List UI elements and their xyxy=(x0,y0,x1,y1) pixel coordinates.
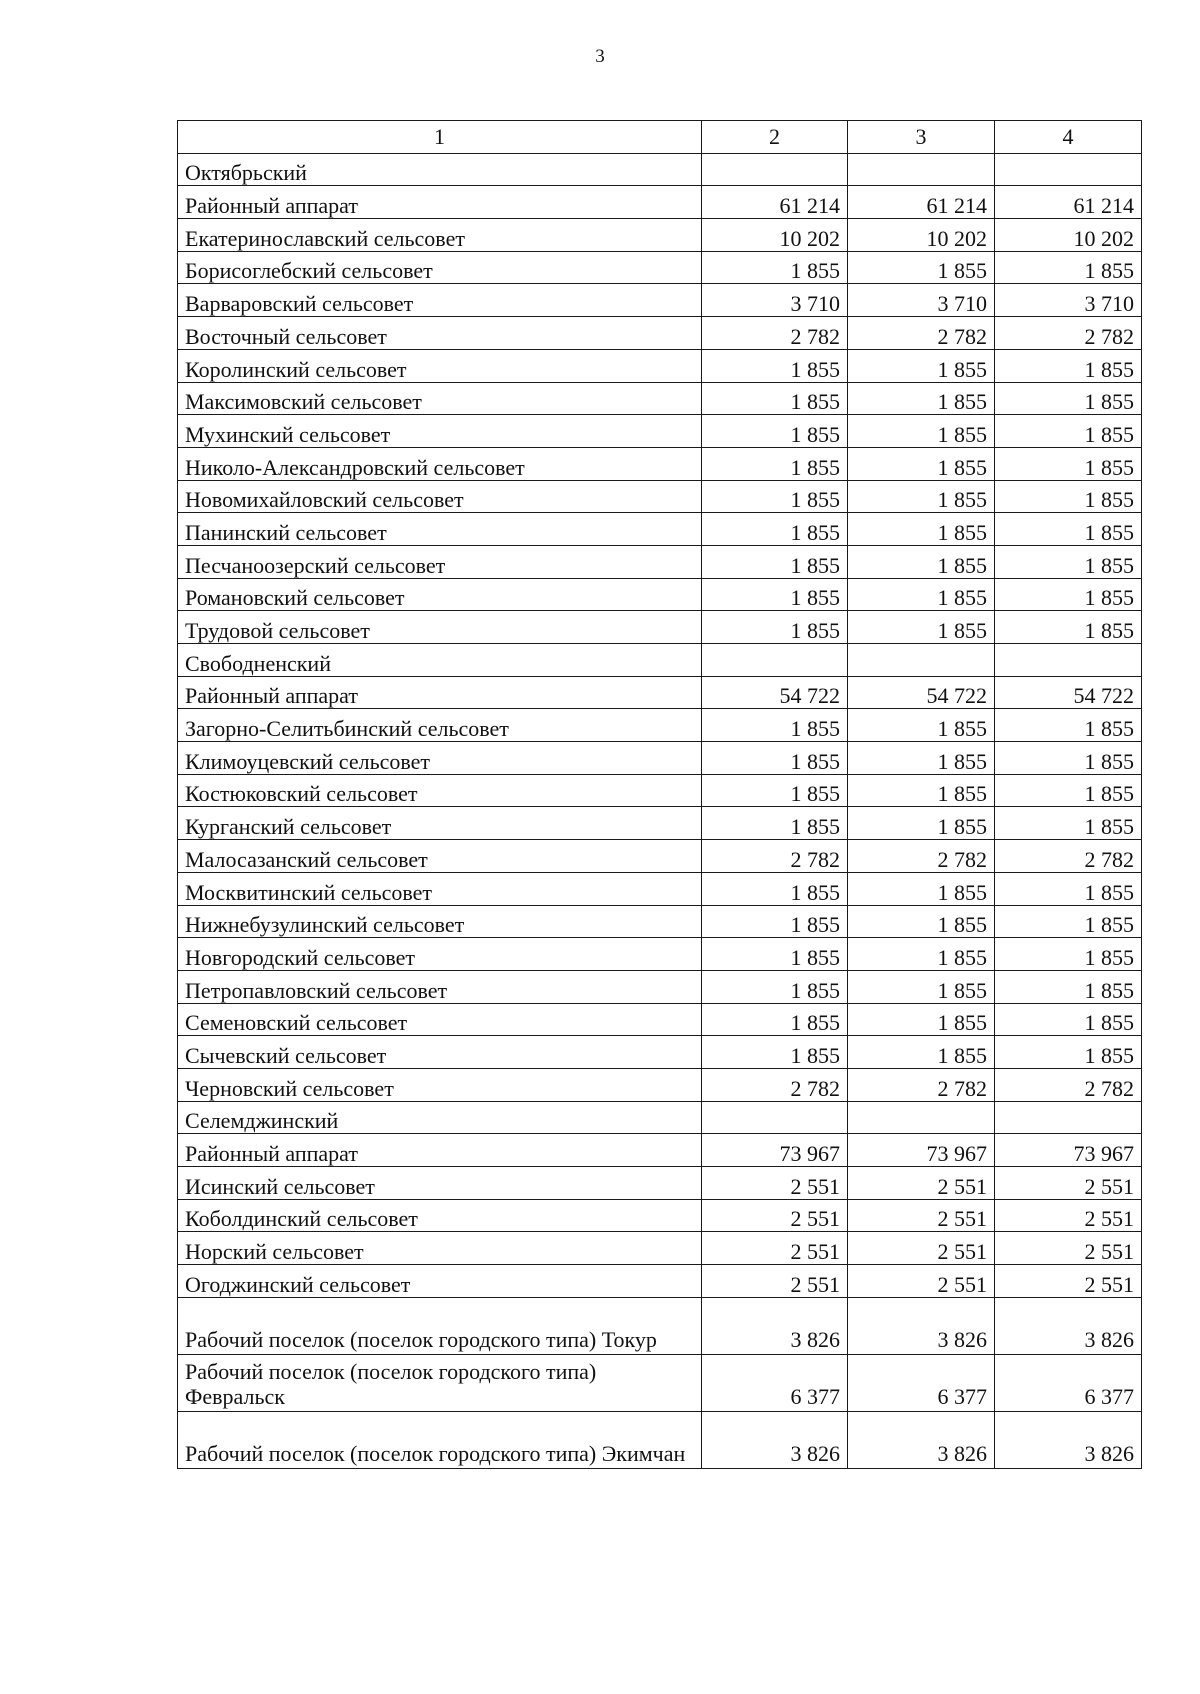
table-row xyxy=(178,317,1142,350)
value-cell-col-2: 2 551 xyxy=(702,1199,848,1232)
value-cell-col-3: 1 855 xyxy=(848,709,995,742)
value-cell-col-3: 1 855 xyxy=(848,545,995,578)
table-row xyxy=(178,1354,1142,1411)
value-cell-col-3: 1 855 xyxy=(848,742,995,775)
table-row xyxy=(178,970,1142,1003)
value-cell-col-4: 1 855 xyxy=(995,1036,1142,1069)
row-name-cell: Москвитинский сельсовет xyxy=(178,872,702,905)
table-row xyxy=(178,578,1142,611)
value-cell-col-2: 73 967 xyxy=(702,1134,848,1167)
value-cell-col-4: 1 855 xyxy=(995,807,1142,840)
value-cell-col-2: 1 855 xyxy=(702,545,848,578)
value-cell-col-3: 1 855 xyxy=(848,938,995,971)
row-name-cell: Районный аппарат xyxy=(178,676,702,709)
table-row xyxy=(178,382,1142,415)
row-name-cell: Трудовой сельсовет xyxy=(178,611,702,644)
table-row xyxy=(178,1199,1142,1232)
value-cell-col-4: 73 967 xyxy=(995,1134,1142,1167)
value-cell-col-2: 1 855 xyxy=(702,774,848,807)
value-cell-col-4: 3 826 xyxy=(995,1297,1142,1354)
row-name-cell: Районный аппарат xyxy=(178,186,702,219)
row-name-cell: Загорно-Селитьбинский сельсовет xyxy=(178,709,702,742)
value-cell-col-4: 2 782 xyxy=(995,1068,1142,1101)
value-cell-col-3: 1 855 xyxy=(848,1003,995,1036)
row-name-cell: Новомихайловский сельсовет xyxy=(178,480,702,513)
table-row xyxy=(178,1003,1142,1036)
row-name-cell: Курганский сельсовет xyxy=(178,807,702,840)
table-row xyxy=(178,415,1142,448)
table-row xyxy=(178,1232,1142,1265)
value-cell-col-2: 1 855 xyxy=(702,611,848,644)
value-cell-col-4: 1 855 xyxy=(995,872,1142,905)
value-cell-col-2: 1 855 xyxy=(702,872,848,905)
table-row xyxy=(178,1297,1142,1354)
table-row xyxy=(178,186,1142,219)
value-cell-col-4: 1 855 xyxy=(995,938,1142,971)
value-cell-col-2: 1 855 xyxy=(702,349,848,382)
value-cell-col-3 xyxy=(848,644,995,677)
value-cell-col-4: 1 855 xyxy=(995,480,1142,513)
header-col-3: 3 xyxy=(848,121,995,154)
row-name-cell: Мухинский сельсовет xyxy=(178,415,702,448)
table-row xyxy=(178,807,1142,840)
row-name-cell: Екатеринославский сельсовет xyxy=(178,219,702,252)
row-name-cell: Николо-Александровский сельсовет xyxy=(178,447,702,480)
row-name-cell: Сычевский сельсовет xyxy=(178,1036,702,1069)
value-cell-col-2: 3 710 xyxy=(702,284,848,317)
value-cell-col-4: 2 551 xyxy=(995,1232,1142,1265)
row-name-cell: Районный аппарат xyxy=(178,1134,702,1167)
value-cell-col-4: 1 855 xyxy=(995,1003,1142,1036)
section-row xyxy=(178,644,1142,677)
row-name-cell: Нижнебузулинский сельсовет xyxy=(178,905,702,938)
table-row xyxy=(178,1411,1142,1468)
header-col-2: 2 xyxy=(702,121,848,154)
row-name-cell: Исинский сельсовет xyxy=(178,1167,702,1200)
row-name-cell: Семеновский сельсовет xyxy=(178,1003,702,1036)
value-cell-col-3: 1 855 xyxy=(848,578,995,611)
value-cell-col-2: 2 782 xyxy=(702,1068,848,1101)
header-row xyxy=(178,121,1142,154)
value-cell-col-3: 73 967 xyxy=(848,1134,995,1167)
value-cell-col-4 xyxy=(995,1101,1142,1134)
value-cell-col-2 xyxy=(702,1101,848,1134)
value-cell-col-4: 2 551 xyxy=(995,1167,1142,1200)
value-cell-col-4: 1 855 xyxy=(995,774,1142,807)
value-cell-col-4: 2 782 xyxy=(995,317,1142,350)
value-cell-col-4: 2 551 xyxy=(995,1265,1142,1298)
value-cell-col-2 xyxy=(702,153,848,186)
section-row xyxy=(178,153,1142,186)
value-cell-col-2 xyxy=(702,644,848,677)
value-cell-col-3: 1 855 xyxy=(848,251,995,284)
value-cell-col-2: 2 551 xyxy=(702,1232,848,1265)
value-cell-col-3: 2 782 xyxy=(848,840,995,873)
row-name-cell: Коболдинский сельсовет xyxy=(178,1199,702,1232)
value-cell-col-2: 3 826 xyxy=(702,1411,848,1468)
table-row xyxy=(178,709,1142,742)
value-cell-col-4 xyxy=(995,153,1142,186)
value-cell-col-2: 1 855 xyxy=(702,578,848,611)
value-cell-col-4: 1 855 xyxy=(995,545,1142,578)
row-name-cell: Огоджинский сельсовет xyxy=(178,1265,702,1298)
value-cell-col-3: 2 551 xyxy=(848,1232,995,1265)
value-cell-col-3: 1 855 xyxy=(848,349,995,382)
value-cell-col-4: 1 855 xyxy=(995,709,1142,742)
row-name-cell: Рабочий поселок (поселок городского типа) Токур xyxy=(178,1297,702,1354)
row-name-cell: Норский сельсовет xyxy=(178,1232,702,1265)
value-cell-col-3 xyxy=(848,1101,995,1134)
value-cell-col-4: 54 722 xyxy=(995,676,1142,709)
row-name-cell: Новгородский сельсовет xyxy=(178,938,702,971)
table-row xyxy=(178,872,1142,905)
value-cell-col-4: 1 855 xyxy=(995,415,1142,448)
table-row xyxy=(178,219,1142,252)
allocation-table xyxy=(177,120,1142,1469)
value-cell-col-3: 10 202 xyxy=(848,219,995,252)
header-col-4: 4 xyxy=(995,121,1142,154)
table-row xyxy=(178,1265,1142,1298)
value-cell-col-2: 1 855 xyxy=(702,415,848,448)
value-cell-col-4: 3 710 xyxy=(995,284,1142,317)
value-cell-col-3: 1 855 xyxy=(848,905,995,938)
value-cell-col-2: 3 826 xyxy=(702,1297,848,1354)
value-cell-col-3: 1 855 xyxy=(848,382,995,415)
value-cell-col-3: 1 855 xyxy=(848,1036,995,1069)
row-name-cell: Малосазанский сельсовет xyxy=(178,840,702,873)
value-cell-col-2: 1 855 xyxy=(702,905,848,938)
table-row xyxy=(178,1134,1142,1167)
value-cell-col-3: 1 855 xyxy=(848,807,995,840)
value-cell-col-2: 1 855 xyxy=(702,1003,848,1036)
value-cell-col-3: 3 826 xyxy=(848,1297,995,1354)
table-row xyxy=(178,284,1142,317)
value-cell-col-4: 6 377 xyxy=(995,1354,1142,1411)
value-cell-col-2: 1 855 xyxy=(702,382,848,415)
value-cell-col-3: 2 551 xyxy=(848,1199,995,1232)
row-name-cell: Климоуцевский сельсовет xyxy=(178,742,702,775)
value-cell-col-2: 2 782 xyxy=(702,840,848,873)
value-cell-col-2: 1 855 xyxy=(702,251,848,284)
row-name-cell: Панинский сельсовет xyxy=(178,513,702,546)
value-cell-col-2: 54 722 xyxy=(702,676,848,709)
value-cell-col-3: 1 855 xyxy=(848,447,995,480)
value-cell-col-4: 3 826 xyxy=(995,1411,1142,1468)
table-row xyxy=(178,905,1142,938)
value-cell-col-2: 1 855 xyxy=(702,447,848,480)
value-cell-col-2: 1 855 xyxy=(702,970,848,1003)
value-cell-col-2: 2 782 xyxy=(702,317,848,350)
value-cell-col-3: 1 855 xyxy=(848,480,995,513)
value-cell-col-2: 2 551 xyxy=(702,1167,848,1200)
value-cell-col-3: 1 855 xyxy=(848,513,995,546)
value-cell-col-3: 54 722 xyxy=(848,676,995,709)
row-name-cell: Черновский сельсовет xyxy=(178,1068,702,1101)
value-cell-col-4 xyxy=(995,644,1142,677)
value-cell-col-4: 1 855 xyxy=(995,382,1142,415)
table-row xyxy=(178,938,1142,971)
value-cell-col-2: 6 377 xyxy=(702,1354,848,1411)
value-cell-col-2: 1 855 xyxy=(702,480,848,513)
table-row xyxy=(178,447,1142,480)
value-cell-col-2: 1 855 xyxy=(702,742,848,775)
row-name-cell: Максимовский сельсовет xyxy=(178,382,702,415)
value-cell-col-2: 1 855 xyxy=(702,807,848,840)
value-cell-col-3: 2 551 xyxy=(848,1167,995,1200)
value-cell-col-2: 1 855 xyxy=(702,938,848,971)
row-name-cell: Костюковский сельсовет xyxy=(178,774,702,807)
header-col-1: 1 xyxy=(178,121,702,154)
section-row xyxy=(178,1101,1142,1134)
table-row xyxy=(178,480,1142,513)
table-row xyxy=(178,1167,1142,1200)
value-cell-col-2: 1 855 xyxy=(702,709,848,742)
value-cell-col-3: 1 855 xyxy=(848,774,995,807)
row-name-cell: Борисоглебский сельсовет xyxy=(178,251,702,284)
value-cell-col-3: 3 826 xyxy=(848,1411,995,1468)
value-cell-col-3: 2 782 xyxy=(848,317,995,350)
value-cell-col-3: 6 377 xyxy=(848,1354,995,1411)
value-cell-col-3 xyxy=(848,153,995,186)
value-cell-col-4: 2 551 xyxy=(995,1199,1142,1232)
value-cell-col-4: 1 855 xyxy=(995,349,1142,382)
value-cell-col-4: 1 855 xyxy=(995,513,1142,546)
value-cell-col-2: 1 855 xyxy=(702,513,848,546)
row-name-cell: Романовский сельсовет xyxy=(178,578,702,611)
section-name-cell: Свободненский xyxy=(178,644,702,677)
row-name-cell: Королинский сельсовет xyxy=(178,349,702,382)
value-cell-col-3: 1 855 xyxy=(848,872,995,905)
row-name-cell: Варваровский сельсовет xyxy=(178,284,702,317)
table-row xyxy=(178,513,1142,546)
section-name-cell: Селемджинский xyxy=(178,1101,702,1134)
value-cell-col-4: 10 202 xyxy=(995,219,1142,252)
table-row xyxy=(178,545,1142,578)
value-cell-col-3: 2 551 xyxy=(848,1265,995,1298)
value-cell-col-4: 1 855 xyxy=(995,742,1142,775)
table-row xyxy=(178,251,1142,284)
value-cell-col-2: 2 551 xyxy=(702,1265,848,1298)
value-cell-col-3: 61 214 xyxy=(848,186,995,219)
table-row xyxy=(178,774,1142,807)
row-name-cell: Петропавловский сельсовет xyxy=(178,970,702,1003)
table-row xyxy=(178,1036,1142,1069)
value-cell-col-3: 2 782 xyxy=(848,1068,995,1101)
value-cell-col-4: 1 855 xyxy=(995,447,1142,480)
table-row xyxy=(178,611,1142,644)
table-row xyxy=(178,840,1142,873)
row-name-cell: Рабочий поселок (поселок городского типа) Экимчан xyxy=(178,1411,702,1468)
value-cell-col-2: 1 855 xyxy=(702,1036,848,1069)
value-cell-col-3: 3 710 xyxy=(848,284,995,317)
row-name-cell: Восточный сельсовет xyxy=(178,317,702,350)
value-cell-col-2: 10 202 xyxy=(702,219,848,252)
table-row xyxy=(178,349,1142,382)
table-row xyxy=(178,742,1142,775)
page-number: 3 xyxy=(595,46,605,67)
value-cell-col-2: 61 214 xyxy=(702,186,848,219)
value-cell-col-3: 1 855 xyxy=(848,611,995,644)
value-cell-col-4: 1 855 xyxy=(995,251,1142,284)
value-cell-col-4: 1 855 xyxy=(995,578,1142,611)
value-cell-col-3: 1 855 xyxy=(848,970,995,1003)
row-name-cell: Песчаноозерский сельсовет xyxy=(178,545,702,578)
table-row xyxy=(178,676,1142,709)
row-name-cell: Рабочий поселок (поселок городского типа) Февральск xyxy=(178,1354,702,1411)
table-row xyxy=(178,1068,1142,1101)
table-body xyxy=(178,153,1142,1468)
section-name-cell: Октябрьский xyxy=(178,153,702,186)
value-cell-col-4: 2 782 xyxy=(995,840,1142,873)
value-cell-col-4: 61 214 xyxy=(995,186,1142,219)
value-cell-col-3: 1 855 xyxy=(848,415,995,448)
value-cell-col-4: 1 855 xyxy=(995,611,1142,644)
value-cell-col-4: 1 855 xyxy=(995,970,1142,1003)
value-cell-col-4: 1 855 xyxy=(995,905,1142,938)
